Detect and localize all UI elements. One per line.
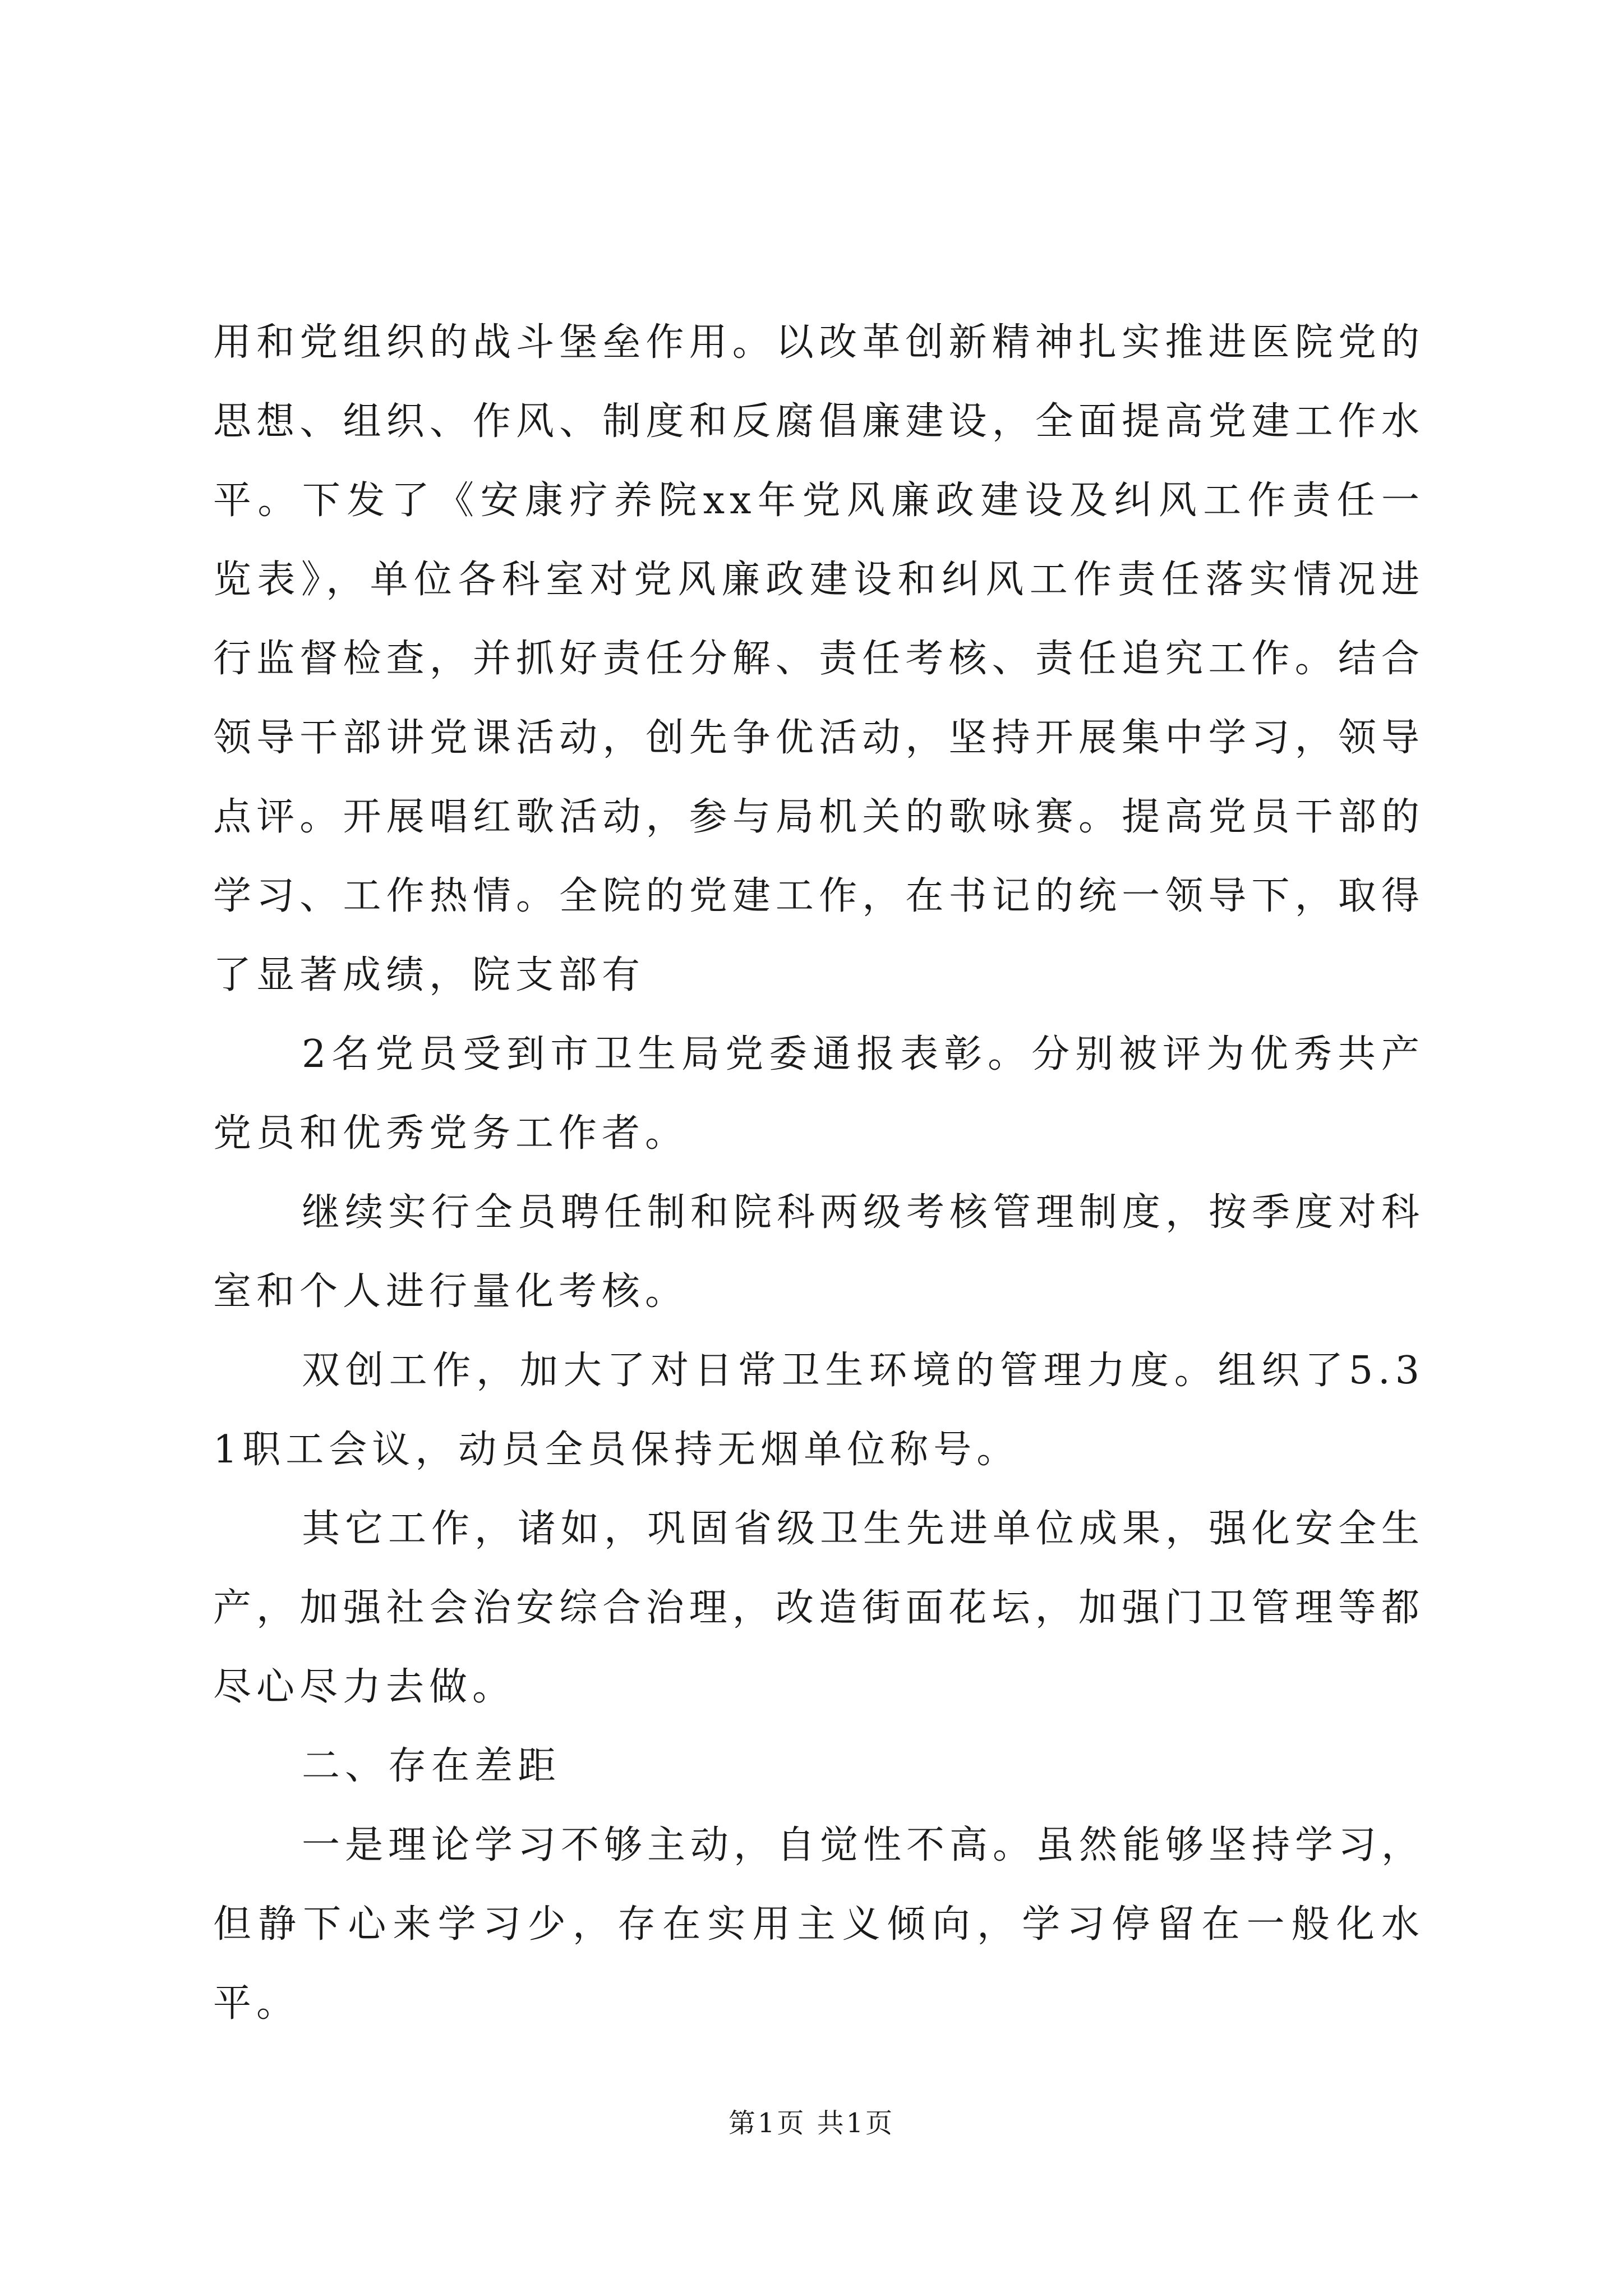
body-paragraph: 继续实行全员聘任制和院科两级考核管理制度，按季度对科室和个人进行量化考核。 — [213, 1190, 1425, 1314]
section-heading: 二、存在差距 — [302, 1744, 561, 1788]
page-footer — [0, 2106, 1623, 2140]
document-body — [213, 303, 1424, 2043]
body-paragraph: 用和党组织的战斗堡垒作用。以改革创新精神扎实推进医院党的思想、组织、作风、制度和反腐倡廉建设，全面提高党建工作水平。下发了《安康疗养院xx年党风廉政建设及纠风工作责任一览表》，单位各科室对党风廉政建设和纠风工作责任落实情况进行监督检查，并抓好责任分解、责任考核、责任追究工作。结合领导干部讲党课活动，创先争优活动，坚持开展集中学习，领导点评。开展唱红歌活动，参与局机关的歌咏赛。提高党员干部的学习、工作热情。全院的党建工作，在书记的统一领导下，取得了显著成绩，院支部有 — [213, 320, 1424, 997]
body-paragraph: 一是理论学习不够主动，自觉性不高。虽然能够坚持学习，但静下心来学习少，存在实用主义倾向，学习停留在一般化水平。 — [213, 1823, 1425, 2026]
page-number-label: 第1页 共1页 — [728, 2108, 895, 2139]
body-paragraph: 2名党员受到市卫生局党委通报表彰。分别被评为优秀共产党员和优秀党务工作者。 — [213, 1032, 1424, 1156]
body-paragraph: 双创工作，加大了对日常卫生环境的管理力度。组织了5.31职工会议，动员全员保持无烟单位称号。 — [213, 1349, 1424, 1472]
body-paragraph: 其它工作，诸如，巩固省级卫生先进单位成果，强化安全生产，加强社会治安综合治理，改造街面花坛，加强门卫管理等都尽心尽力去做。 — [213, 1507, 1425, 1709]
